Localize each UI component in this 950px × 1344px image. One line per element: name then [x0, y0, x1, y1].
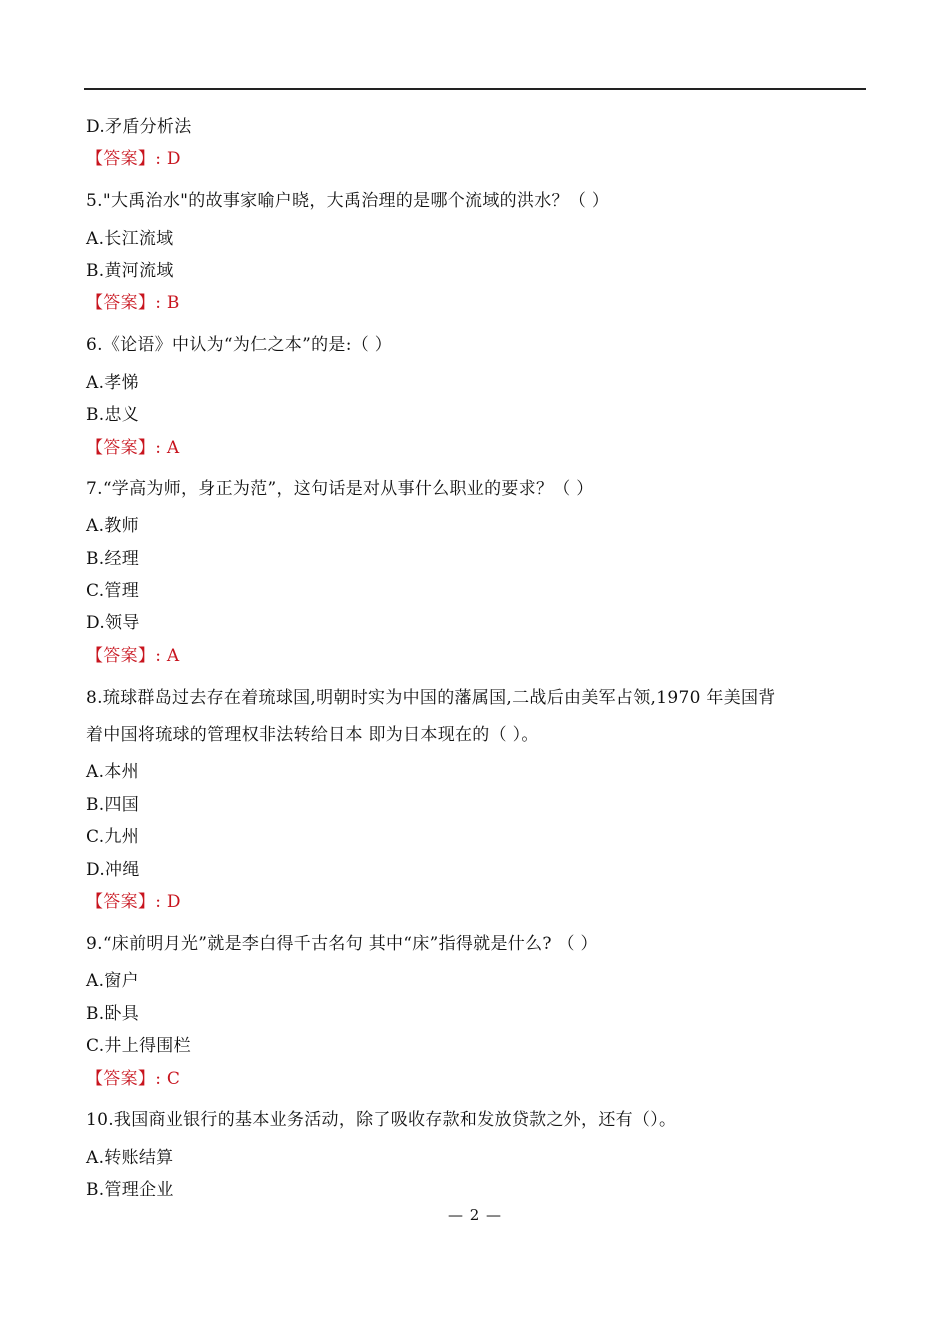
option-line: D.冲绳: [86, 860, 140, 880]
option-line: B.经理: [86, 549, 140, 569]
option-line: B.管理企业: [86, 1180, 174, 1200]
option-line: A.转账结算: [86, 1148, 174, 1168]
question-line: 8.琉球群岛过去存在着琉球国,明朝时实为中国的藩属国,二战后由美军占领,1970 年美国背: [86, 688, 776, 708]
option-line: B.忠义: [86, 405, 140, 425]
option-line: D.领导: [86, 613, 140, 633]
option-line: B.黄河流域: [86, 261, 174, 281]
answer-line: 【答案】: C: [86, 1069, 181, 1089]
question-line: 6.《论语》中认为“为仁之本”的是:（ ）: [86, 335, 393, 355]
option-line: A.窗户: [86, 971, 139, 991]
option-line: A.孝悌: [86, 373, 139, 393]
question-line: 5."大禹治水"的故事家喻户晓，大禹治理的是哪个流域的洪水？（ ）: [86, 191, 610, 211]
page-number: — 2 —: [447, 1206, 503, 1224]
option-line: C.九州: [86, 827, 140, 847]
option-line: B.四国: [86, 795, 140, 815]
question-line: 7.“学高为师，身正为范”，这句话是对从事什么职业的要求？（ ）: [86, 479, 594, 499]
option-line: B.卧具: [86, 1004, 140, 1024]
question-line: 着中国将琉球的管理权非法转给日本 即为日本现在的（ ）。: [86, 725, 539, 745]
answer-line: 【答案】: B: [86, 293, 180, 313]
header-rule: [84, 88, 866, 90]
option-line: D.矛盾分析法: [86, 117, 192, 137]
answer-line: 【答案】: A: [86, 646, 180, 666]
option-line: C.井上得围栏: [86, 1036, 191, 1056]
question-line: 9.“床前明月光”就是李白得千古名句 其中“床”指得就是什么? （ ）: [86, 934, 598, 954]
question-line: 10.我国商业银行的基本业务活动，除了吸收存款和发放贷款之外，还有（）。: [86, 1110, 677, 1130]
option-line: A.本州: [86, 762, 139, 782]
answer-line: 【答案】: A: [86, 438, 180, 458]
answer-line: 【答案】: D: [86, 892, 181, 912]
option-line: A.长江流域: [86, 229, 174, 249]
option-line: A.教师: [86, 516, 139, 536]
answer-line: 【答案】: D: [86, 149, 181, 169]
option-line: C.管理: [86, 581, 140, 601]
